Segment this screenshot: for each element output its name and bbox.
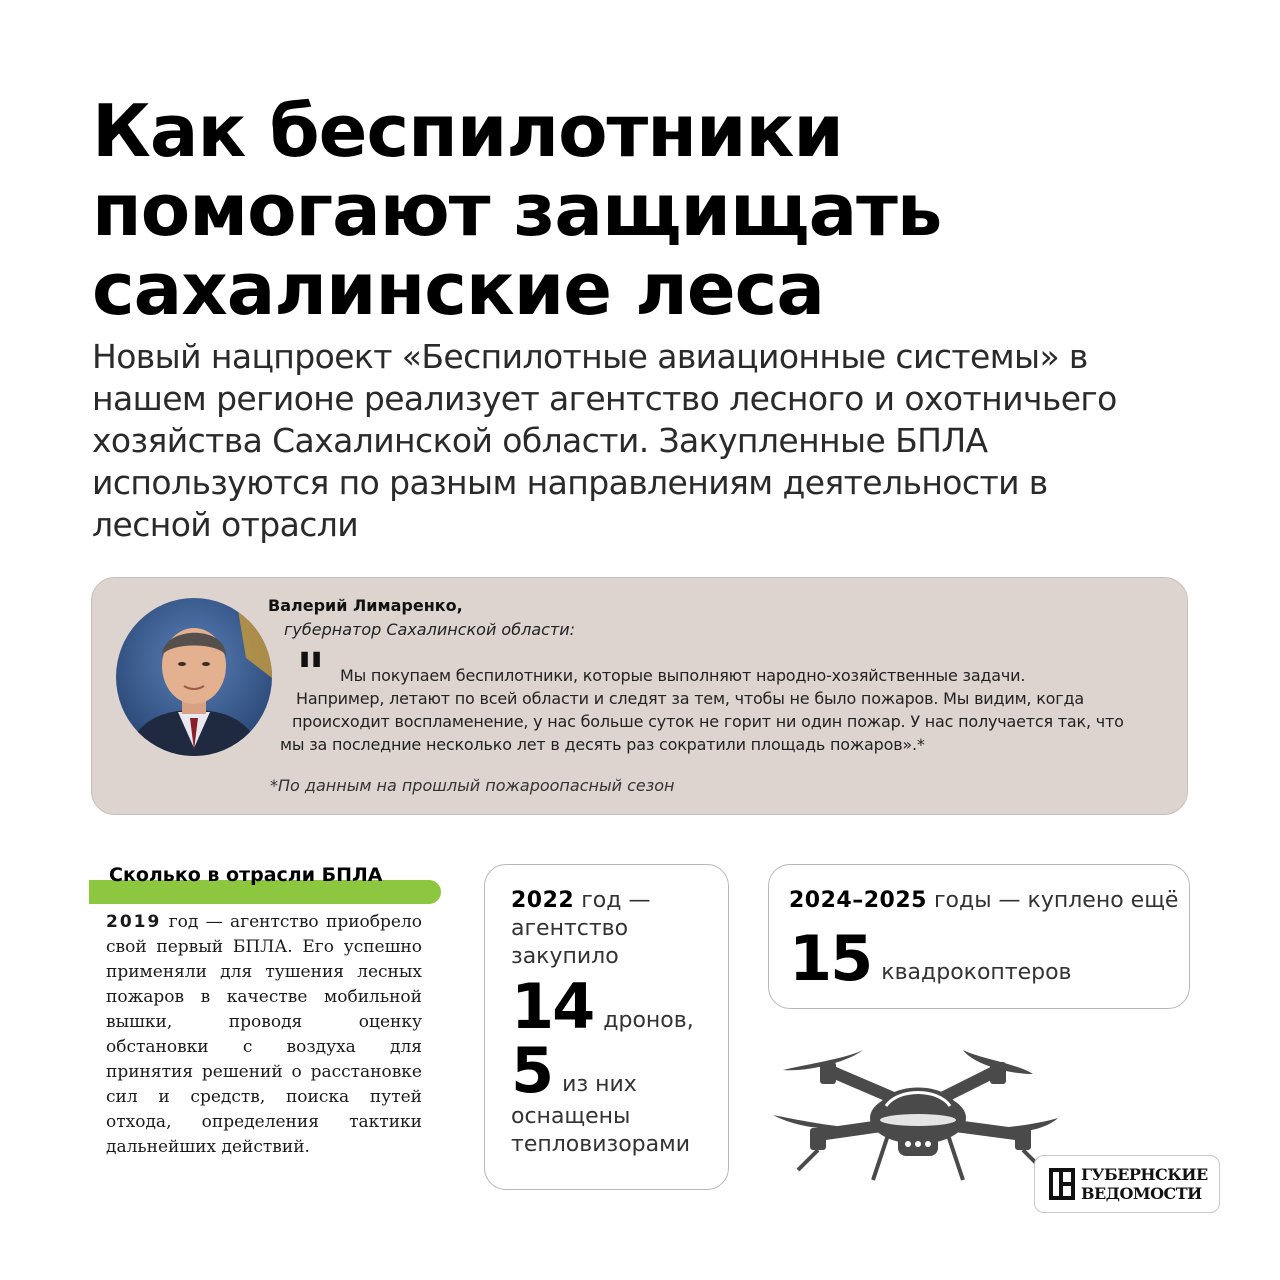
quote-box (91, 577, 1188, 815)
quote-mark: " (296, 641, 326, 707)
newspaper-emblem-icon (1049, 1168, 1075, 1200)
quote-line: мы за последние несколько лет в десять раз сократили площадь пожаров».* (280, 735, 925, 754)
title-line: Как беспилотники (92, 89, 843, 173)
footnote: *По данным на прошлый пожароопасный сезон (270, 776, 675, 795)
quote-line: Мы покупаем беспилотники, которые выполняют народно-хозяйственные задачи. (340, 666, 1026, 685)
lead-line: хозяйства Сахалинской области. Закупленные БПЛА (92, 421, 988, 460)
stat-card-2022-content (511, 887, 711, 1159)
lead-line: лесной отрасли (92, 505, 359, 544)
card2-line: закупило (511, 944, 619, 969)
lead-line: используются по разным направлениям деятельности в (92, 463, 1048, 502)
drones-count-label: дронов, (603, 1008, 694, 1033)
logo-line: ГУБЕРНСКИЕ (1081, 1165, 1208, 1184)
title-line: сахалинские леса (92, 247, 824, 331)
lead-line: нашем регионе реализует агентство лесного и охотничьего (92, 379, 1117, 418)
logo-line: ВЕДОМОСТИ (1081, 1184, 1202, 1203)
stat-card-2024-2025 (768, 864, 1190, 1009)
quote-text (280, 664, 1170, 756)
logo-text (1081, 1165, 1208, 1203)
year-2022: 2022 (511, 888, 575, 913)
stat-card-2022 (484, 864, 729, 1190)
page-title (92, 89, 1212, 331)
year-2024-2025: 2024–2025 (789, 888, 927, 913)
thermal-count: 5 (511, 1034, 553, 1107)
thermal-count-row (511, 1034, 711, 1107)
speaker-role: губернатор Сахалинской области: (284, 620, 576, 639)
title-line: помогают защищать (92, 168, 942, 252)
drones-count-row (511, 970, 711, 1043)
gubernskie-vedomosti-logo (1034, 1155, 1220, 1213)
year-suffix: годы — куплено ещё (926, 888, 1179, 913)
quote-line: Например, летают по всей области и следят за тем, чтобы не было пожаров. Мы видим, когда (296, 689, 1084, 708)
lead-line: Новый нацпроект «Беспилотные авиационные системы» в (92, 337, 1088, 376)
lead-paragraph (92, 336, 1212, 546)
card2-line: оснащены (511, 1104, 631, 1129)
governor-portrait (116, 598, 272, 756)
card2-line: агентство (511, 916, 629, 941)
quadcopter-count-label: квадрокоптеров (881, 960, 1072, 985)
history-paragraph (106, 910, 422, 1160)
thermal-count-label: из них (562, 1072, 637, 1097)
history-year: 2019 (106, 912, 162, 932)
quadcopter-count: 15 (789, 922, 872, 995)
speaker-name: Валерий Лимаренко, (268, 596, 463, 615)
quadcopter-drone-icon (768, 1040, 1068, 1190)
stat-card-2024-heading (789, 887, 1178, 915)
drones-count: 14 (511, 970, 594, 1043)
history-text: год — агентство приобрело свой первый БПЛА. Его успешно применяли для тушения лесных пожаров в качестве мобильной вышки, проводя оценку обстановки с воздуха для принятия решений о расстановке сил и средств, поиска путей отхода, определения тактики дальнейших действий. (106, 912, 422, 1157)
card2-line: тепловизорами (511, 1132, 691, 1157)
quadcopter-count-row (789, 922, 1072, 995)
year-suffix: год — (574, 888, 651, 913)
section-title-text: Сколько в отрасли БПЛА (109, 864, 383, 886)
section-title (91, 864, 441, 886)
stat-card-2022-heading (511, 887, 711, 915)
quote-line: происходит воспламенение, у нас больше суток не горит ни один пожар. У нас получается так, что (292, 712, 1124, 731)
